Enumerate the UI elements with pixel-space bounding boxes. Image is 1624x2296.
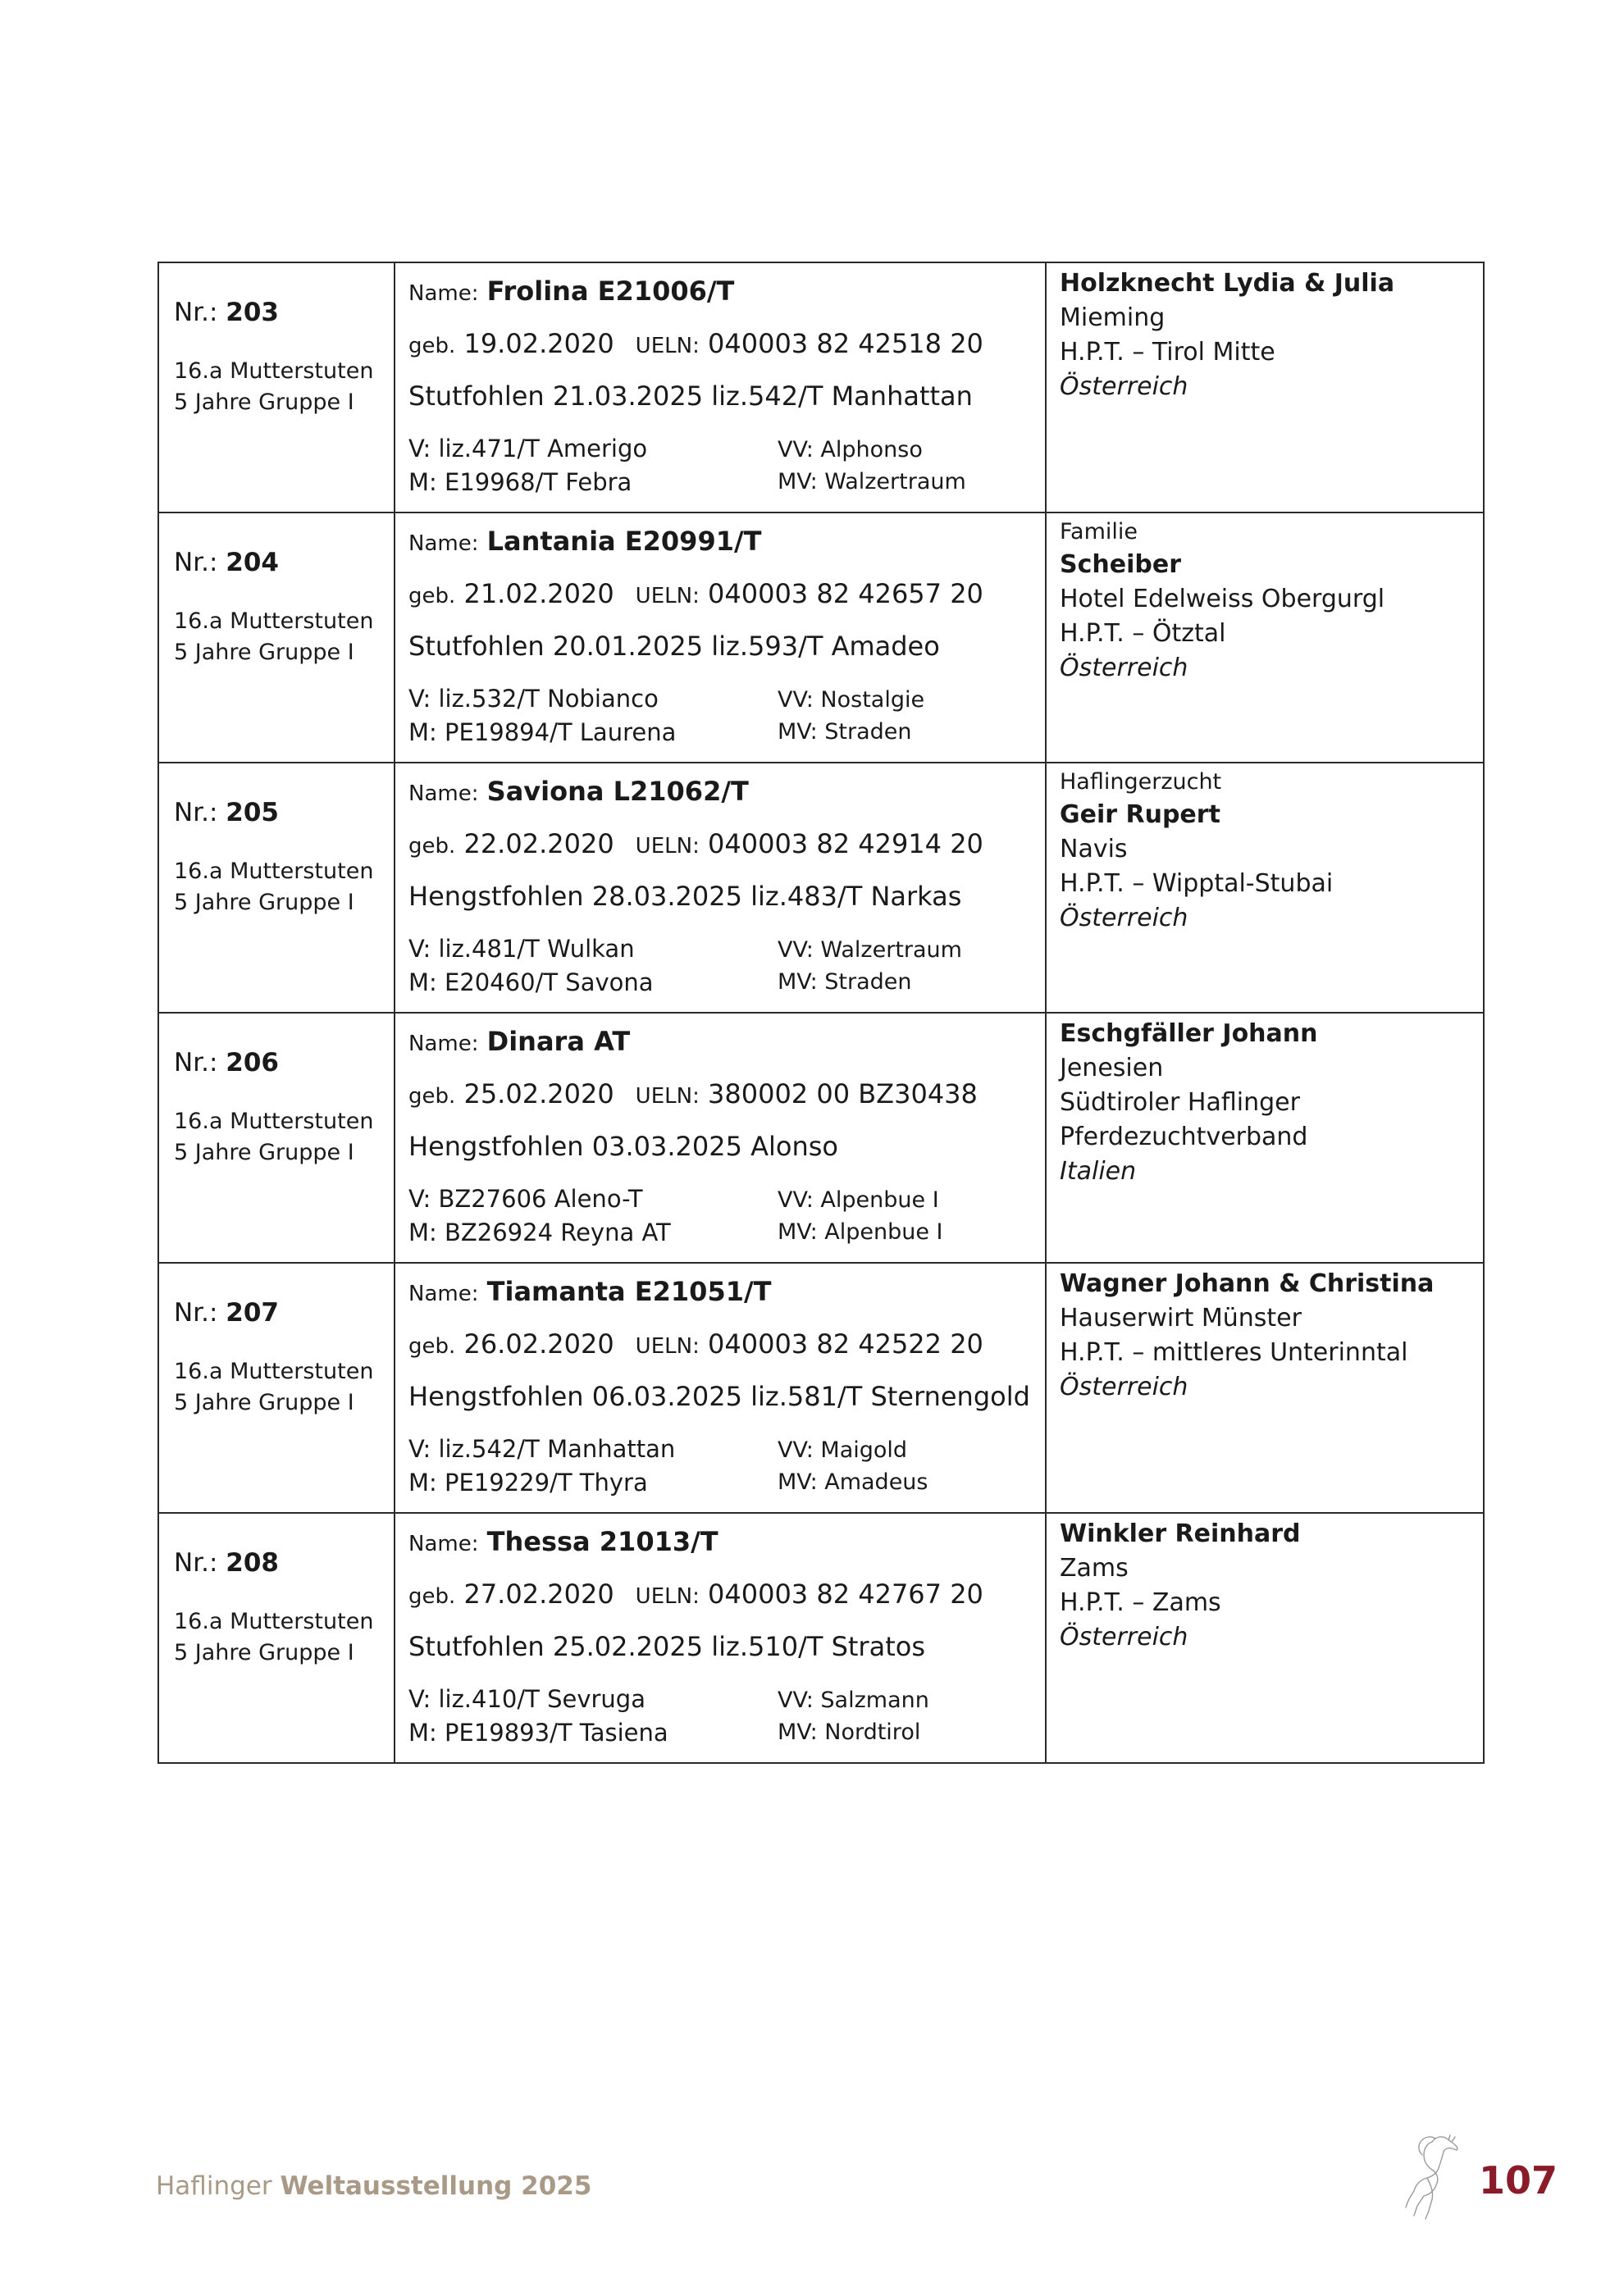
entry-number-value: 205 bbox=[226, 798, 279, 827]
entry-class-line: 16.a Mutterstuten bbox=[174, 1359, 374, 1384]
horse-details-cell bbox=[395, 512, 1046, 763]
entry-class bbox=[174, 1106, 394, 1168]
horse-name: Tiamanta E21051/T bbox=[486, 1276, 772, 1307]
entry-number-value: 208 bbox=[226, 1548, 279, 1578]
pedigree-grandsires bbox=[778, 1434, 928, 1498]
entry-number-label: Nr.: bbox=[174, 548, 218, 577]
foal-info: Hengstfohlen 06.03.2025 liz.581/T Sternengold bbox=[408, 1381, 1030, 1412]
entry-class-line: 5 Jahre Gruppe I bbox=[174, 1640, 354, 1665]
birth-label: geb. bbox=[408, 1334, 456, 1359]
ueln-label: UELN: bbox=[635, 1584, 700, 1609]
dam: M: PE19894/T Laurena bbox=[408, 718, 677, 746]
sire: V: liz.481/T Wulkan bbox=[408, 935, 635, 963]
foal-info: Stutfohlen 21.03.2025 liz.542/T Manhattan bbox=[408, 380, 973, 412]
entry-number-label: Nr.: bbox=[174, 798, 218, 827]
entry-number-value: 207 bbox=[226, 1298, 279, 1328]
entry-number bbox=[174, 1046, 394, 1079]
ueln-value: 380002 00 BZ30438 bbox=[708, 1078, 978, 1109]
footer-title-light: Haflinger bbox=[156, 2171, 272, 2201]
ueln-label: UELN: bbox=[635, 834, 700, 859]
horse-birth-line bbox=[408, 1578, 1045, 1613]
entry-row bbox=[158, 1513, 1484, 1763]
pedigree-parents bbox=[408, 1433, 675, 1500]
entry-number-label: Nr.: bbox=[174, 1298, 218, 1328]
owner-line: H.P.T. – mittleres Unterinntal bbox=[1060, 1338, 1408, 1367]
owner-line: Südtiroler Haflinger bbox=[1060, 1088, 1300, 1117]
owner-cell bbox=[1046, 1513, 1484, 1763]
owner-line: H.P.T. – Wipptal-Stubai bbox=[1060, 869, 1334, 898]
owner-line: Zams bbox=[1060, 1554, 1129, 1583]
owner-cell bbox=[1046, 262, 1484, 512]
horse-name-line bbox=[408, 525, 1045, 560]
entry-number bbox=[174, 796, 394, 829]
pedigree-grandsires bbox=[778, 684, 924, 748]
entry-class-line: 16.a Mutterstuten bbox=[174, 358, 374, 384]
sire: V: liz.410/T Sevruga bbox=[408, 1685, 645, 1713]
entry-number-cell bbox=[158, 1513, 395, 1763]
owner-line: Hauserwirt Münster bbox=[1060, 1304, 1302, 1332]
birth-date: 21.02.2020 bbox=[463, 578, 614, 609]
entry-number-label: Nr.: bbox=[174, 1048, 218, 1077]
entry-row bbox=[158, 1013, 1484, 1263]
owner-line: H.P.T. – Zams bbox=[1060, 1588, 1221, 1617]
horse-name-label: Name: bbox=[408, 1282, 479, 1306]
birth-label: geb. bbox=[408, 334, 456, 358]
ueln-value: 040003 82 42914 20 bbox=[708, 828, 983, 859]
entry-class bbox=[174, 1606, 394, 1669]
pedigree bbox=[408, 932, 1045, 1003]
owner-line: Österreich bbox=[1060, 654, 1188, 682]
pedigree bbox=[408, 682, 1045, 753]
horse-name-line bbox=[408, 275, 1045, 310]
horse-name-label: Name: bbox=[408, 781, 479, 806]
entry-class bbox=[174, 606, 394, 668]
sire-sire: VV: Alpenbue I bbox=[778, 1187, 939, 1213]
sire-sire: VV: Alphonso bbox=[778, 437, 923, 462]
entry-class-line: 16.a Mutterstuten bbox=[174, 1609, 374, 1634]
pedigree bbox=[408, 432, 1045, 503]
horse-birth-line bbox=[408, 1328, 1045, 1363]
entry-class-line: 16.a Mutterstuten bbox=[174, 608, 374, 634]
owner-line: Österreich bbox=[1060, 372, 1188, 401]
sire: V: liz.532/T Nobianco bbox=[408, 685, 659, 713]
horse-details-cell bbox=[395, 262, 1046, 512]
owner-line: Hotel Edelweiss Obergurgl bbox=[1060, 585, 1385, 613]
pedigree-parents bbox=[408, 682, 676, 749]
dam-sire: MV: Straden bbox=[778, 969, 912, 995]
birth-date: 27.02.2020 bbox=[463, 1578, 614, 1610]
owner-cell bbox=[1046, 1013, 1484, 1263]
ueln-value: 040003 82 42522 20 bbox=[708, 1328, 983, 1360]
horse-details-cell bbox=[395, 1263, 1046, 1513]
sire: V: liz.542/T Manhattan bbox=[408, 1435, 676, 1463]
dam: M: PE19893/T Tasiena bbox=[408, 1719, 668, 1747]
ueln-value: 040003 82 42767 20 bbox=[708, 1578, 983, 1610]
owner-line: Italien bbox=[1060, 1157, 1137, 1186]
horse-name-label: Name: bbox=[408, 531, 479, 556]
sire: V: BZ27606 Aleno-T bbox=[408, 1185, 643, 1213]
owner-line: Jenesien bbox=[1060, 1054, 1164, 1082]
entry-number-value: 206 bbox=[226, 1048, 279, 1077]
dam-sire: MV: Alpenbue I bbox=[778, 1219, 943, 1245]
entry-number bbox=[174, 1547, 394, 1579]
entry-row bbox=[158, 262, 1484, 512]
entry-class-line: 5 Jahre Gruppe I bbox=[174, 390, 354, 415]
entry-row bbox=[158, 1263, 1484, 1513]
owner-line: Geir Rupert bbox=[1060, 800, 1220, 829]
entry-number bbox=[174, 546, 394, 579]
owner-line: Mieming bbox=[1060, 303, 1166, 332]
pedigree-parents bbox=[408, 1683, 668, 1750]
pedigree bbox=[408, 1683, 1045, 1753]
owner-line: H.P.T. – Ötztal bbox=[1060, 619, 1226, 648]
entry-class bbox=[174, 856, 394, 918]
horse-birth-line bbox=[408, 327, 1045, 362]
entry-class bbox=[174, 356, 394, 418]
foal-info: Hengstfohlen 03.03.2025 Alonso bbox=[408, 1131, 838, 1162]
entries-table bbox=[157, 262, 1485, 1764]
footer-title-bold: Weltausstellung 2025 bbox=[280, 2171, 592, 2201]
horse-logo-icon bbox=[1399, 2130, 1462, 2222]
owner-line: Holzknecht Lydia & Julia bbox=[1060, 269, 1395, 298]
entry-number bbox=[174, 1296, 394, 1329]
horse-name-line bbox=[408, 1025, 1045, 1060]
owner-line: Österreich bbox=[1060, 1373, 1188, 1401]
owner-line: Österreich bbox=[1060, 1623, 1188, 1651]
horse-name: Lantania E20991/T bbox=[486, 526, 762, 557]
horse-name: Thessa 21013/T bbox=[486, 1526, 718, 1557]
owner-line: Wagner Johann & Christina bbox=[1060, 1269, 1435, 1298]
birth-label: geb. bbox=[408, 1584, 456, 1609]
dam-sire: MV: Walzertraum bbox=[778, 469, 966, 494]
dam-sire: MV: Amadeus bbox=[778, 1469, 928, 1495]
entry-class bbox=[174, 1356, 394, 1419]
owner-line: H.P.T. – Tirol Mitte bbox=[1060, 338, 1275, 367]
dam: M: E19968/T Febra bbox=[408, 468, 632, 496]
pedigree bbox=[408, 1433, 1045, 1503]
pedigree bbox=[408, 1182, 1045, 1253]
ueln-label: UELN: bbox=[635, 1334, 700, 1359]
horse-name: Frolina E21006/T bbox=[486, 276, 735, 307]
owner-cell bbox=[1046, 1263, 1484, 1513]
entry-number-cell bbox=[158, 262, 395, 512]
entry-number-cell bbox=[158, 512, 395, 763]
entry-number-value: 203 bbox=[226, 298, 279, 327]
horse-details-cell bbox=[395, 1513, 1046, 1763]
sire-sire: VV: Salzmann bbox=[778, 1688, 929, 1713]
entry-class-line: 16.a Mutterstuten bbox=[174, 859, 374, 884]
owner-line: Navis bbox=[1060, 835, 1128, 863]
birth-date: 25.02.2020 bbox=[463, 1078, 614, 1109]
sire-sire: VV: Nostalgie bbox=[778, 687, 925, 713]
birth-date: 19.02.2020 bbox=[463, 328, 614, 359]
owner-line: Eschgfäller Johann bbox=[1060, 1019, 1318, 1048]
entry-class-line: 5 Jahre Gruppe I bbox=[174, 1390, 354, 1415]
horse-name-line bbox=[408, 1525, 1045, 1560]
ueln-label: UELN: bbox=[635, 334, 700, 358]
owner-line: Haflingerzucht bbox=[1060, 769, 1222, 795]
footer-title bbox=[156, 2171, 591, 2201]
sire: V: liz.471/T Amerigo bbox=[408, 435, 648, 462]
owner-line: Österreich bbox=[1060, 904, 1188, 932]
pedigree-grandsires bbox=[778, 434, 966, 498]
birth-label: geb. bbox=[408, 1084, 456, 1109]
entry-number-label: Nr.: bbox=[174, 1548, 218, 1578]
owner-line: Winkler Reinhard bbox=[1060, 1519, 1301, 1548]
dam-sire: MV: Straden bbox=[778, 719, 912, 745]
entry-number-cell bbox=[158, 1263, 395, 1513]
entry-number bbox=[174, 296, 394, 329]
pedigree-parents bbox=[408, 1182, 671, 1250]
dam-sire: MV: Nordtirol bbox=[778, 1720, 921, 1745]
horse-birth-line bbox=[408, 1077, 1045, 1113]
horse-name-line bbox=[408, 775, 1045, 810]
birth-label: geb. bbox=[408, 584, 456, 608]
entry-class-line: 5 Jahre Gruppe I bbox=[174, 640, 354, 665]
entry-number-label: Nr.: bbox=[174, 298, 218, 327]
ueln-label: UELN: bbox=[635, 1084, 700, 1109]
sire-sire: VV: Walzertraum bbox=[778, 937, 962, 963]
birth-date: 22.02.2020 bbox=[463, 828, 614, 859]
dam: M: E20460/T Savona bbox=[408, 968, 654, 996]
horse-name-label: Name: bbox=[408, 1032, 479, 1056]
birth-label: geb. bbox=[408, 834, 456, 859]
dam: M: BZ26924 Reyna AT bbox=[408, 1219, 671, 1246]
foal-info: Stutfohlen 25.02.2025 liz.510/T Stratos bbox=[408, 1631, 925, 1662]
horse-birth-line bbox=[408, 827, 1045, 863]
pedigree-grandsires bbox=[778, 934, 962, 998]
horse-name: Saviona L21062/T bbox=[486, 776, 749, 807]
entry-row bbox=[158, 763, 1484, 1013]
owner-cell bbox=[1046, 512, 1484, 763]
entry-number-value: 204 bbox=[226, 548, 279, 577]
owner-line: Familie bbox=[1060, 519, 1138, 544]
pedigree-parents bbox=[408, 432, 647, 499]
dam: M: PE19229/T Thyra bbox=[408, 1469, 648, 1496]
horse-name-label: Name: bbox=[408, 1532, 479, 1556]
pedigree-grandsires bbox=[778, 1684, 929, 1748]
horse-name: Dinara AT bbox=[486, 1026, 631, 1057]
entry-number-cell bbox=[158, 1013, 395, 1263]
ueln-label: UELN: bbox=[635, 584, 700, 608]
foal-info: Stutfohlen 20.01.2025 liz.593/T Amadeo bbox=[408, 631, 940, 662]
horse-name-label: Name: bbox=[408, 281, 479, 306]
ueln-value: 040003 82 42657 20 bbox=[708, 578, 983, 609]
birth-date: 26.02.2020 bbox=[463, 1328, 614, 1360]
entry-class-line: 16.a Mutterstuten bbox=[174, 1109, 374, 1134]
owner-line: Pferdezuchtverband bbox=[1060, 1123, 1308, 1151]
entry-class-line: 5 Jahre Gruppe I bbox=[174, 1140, 354, 1165]
owner-line: Scheiber bbox=[1060, 550, 1181, 579]
horse-details-cell bbox=[395, 1013, 1046, 1263]
horse-birth-line bbox=[408, 577, 1045, 613]
foal-info: Hengstfohlen 28.03.2025 liz.483/T Narkas bbox=[408, 881, 962, 912]
pedigree-parents bbox=[408, 932, 654, 1000]
sire-sire: VV: Maigold bbox=[778, 1437, 908, 1463]
ueln-value: 040003 82 42518 20 bbox=[708, 328, 983, 359]
page-number: 107 bbox=[1479, 2158, 1558, 2203]
entry-class-line: 5 Jahre Gruppe I bbox=[174, 890, 354, 915]
pedigree-grandsires bbox=[778, 1184, 943, 1248]
entries-table-body bbox=[158, 262, 1484, 1763]
owner-cell bbox=[1046, 763, 1484, 1013]
entry-row bbox=[158, 512, 1484, 763]
horse-details-cell bbox=[395, 763, 1046, 1013]
horse-name-line bbox=[408, 1275, 1045, 1310]
entry-number-cell bbox=[158, 763, 395, 1013]
